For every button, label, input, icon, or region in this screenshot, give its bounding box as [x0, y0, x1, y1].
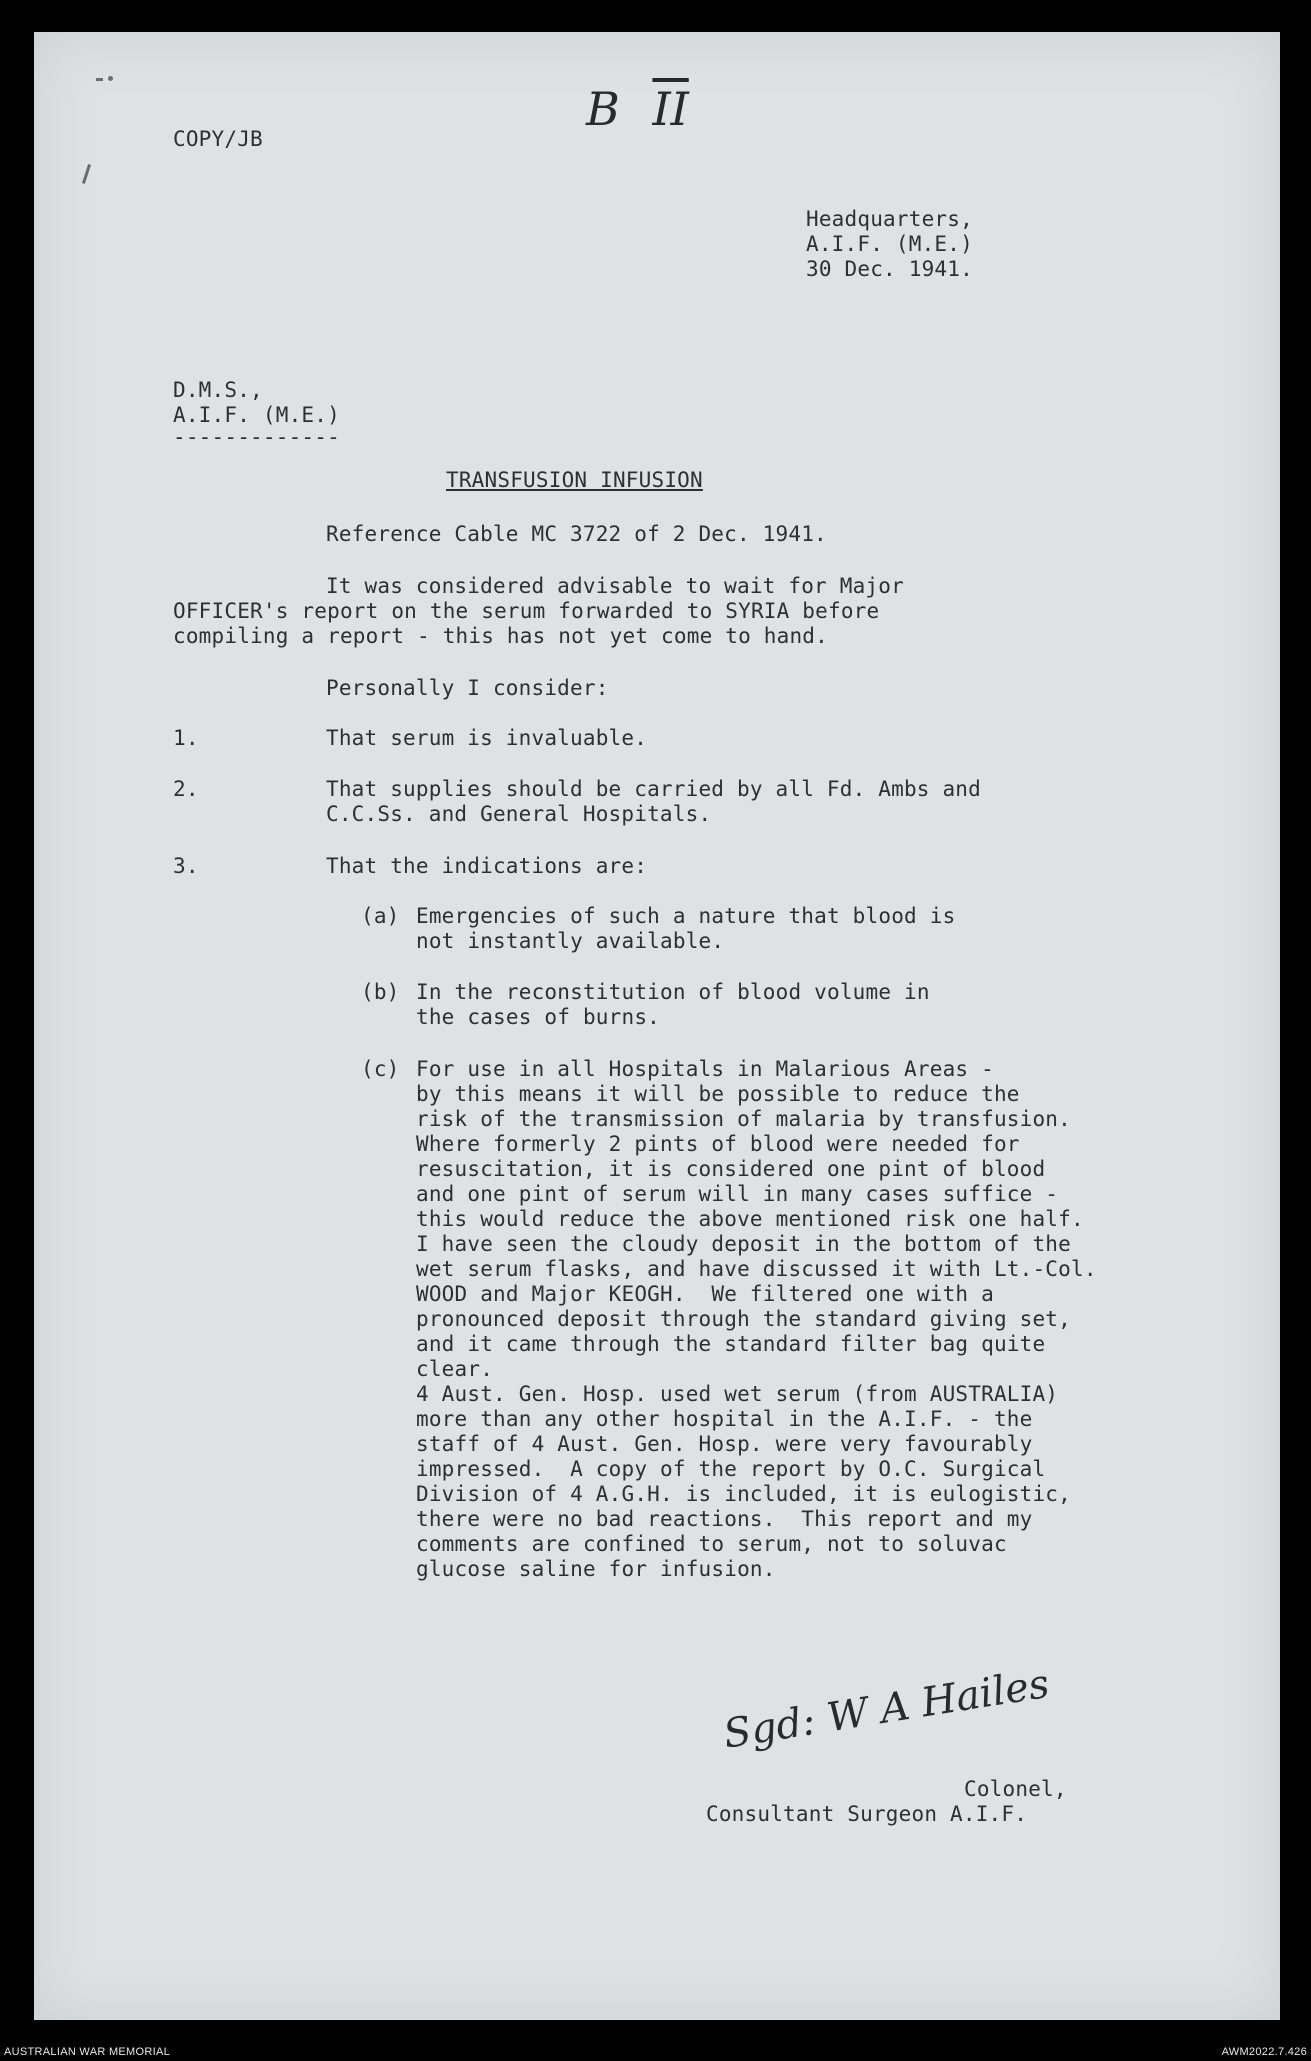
- sub-item-text: there were no bad reactions. This report and my: [416, 1507, 1033, 1531]
- sub-item-text: clear.: [416, 1357, 494, 1381]
- sub-item-text: staff of 4 Aust. Gen. Hosp. were very favourably: [416, 1432, 1033, 1456]
- sub-item-label: (b): [361, 980, 400, 1004]
- sub-item-text: For use in all Hospitals in Malarious Areas -: [416, 1057, 994, 1081]
- consider-line: Personally I consider:: [326, 676, 609, 700]
- addressee-line-2: A.I.F. (M.E.): [173, 403, 340, 427]
- signatory-role: Consultant Surgeon A.I.F.: [706, 1802, 1028, 1826]
- point-text: That the indications are:: [326, 854, 648, 878]
- sub-item-text: wet serum flasks, and have discussed it with Lt.-Col.: [416, 1257, 1097, 1281]
- sub-item-text: I have seen the cloudy deposit in the bottom of the: [416, 1232, 1071, 1256]
- sub-item-text: Emergencies of such a nature that blood is: [416, 904, 956, 928]
- sub-item-text: the cases of burns.: [416, 1005, 661, 1029]
- sub-item-text: not instantly available.: [416, 929, 725, 953]
- sub-item-text: risk of the transmission of malaria by transfusion.: [416, 1107, 1071, 1131]
- point-text: That serum is invaluable.: [326, 726, 648, 750]
- sub-item-text: 4 Aust. Gen. Hosp. used wet serum (from AUSTRALIA): [416, 1382, 1059, 1406]
- sub-item-text: and one pint of serum will in many cases suffice -: [416, 1182, 1059, 1206]
- copy-reference: COPY/JB: [173, 127, 263, 151]
- ink-mark: [96, 78, 103, 81]
- footer-credit: AUSTRALIAN WAR MEMORIAL: [4, 2046, 171, 2058]
- hq-line-1: Headquarters,: [806, 207, 973, 231]
- sub-item-text: by this means it will be possible to reduce the: [416, 1082, 1020, 1106]
- ink-mark: [82, 164, 91, 184]
- sub-item-text: WOOD and Major KEOGH. We filtered one with a: [416, 1282, 994, 1306]
- handwritten-signature: [720, 1661, 1052, 1758]
- intro-line-3: compiling a report - this has not yet come to hand.: [173, 624, 828, 648]
- reference-line: Reference Cable MC 3722 of 2 Dec. 1941.: [326, 522, 827, 546]
- sub-item-text: more than any other hospital in the A.I.F. - the: [416, 1407, 1033, 1431]
- sub-item-text: resuscitation, it is considered one pint of blood: [416, 1157, 1046, 1181]
- intro-line-2: OFFICER's report on the serum forwarded to SYRIA before: [173, 599, 880, 623]
- point-text: That supplies should be carried by all Fd. Ambs and: [326, 777, 981, 801]
- sub-item-text: In the reconstitution of blood volume in: [416, 980, 930, 1004]
- signatory-rank: Colonel,: [964, 1777, 1067, 1801]
- hq-line-2: A.I.F. (M.E.): [806, 232, 973, 256]
- handwritten-ref-right: $\overline{II}$: [652, 82, 689, 136]
- sub-item-text: pronounced deposit through the standard giving set,: [416, 1307, 1071, 1331]
- point-number: 3.: [173, 854, 199, 878]
- handwritten-ref-left: B: [586, 82, 620, 136]
- addressee-line-1: D.M.S.,: [173, 378, 263, 402]
- hq-date: 30 Dec. 1941.: [806, 257, 973, 281]
- sub-item-text: comments are confined to serum, not to soluvac: [416, 1532, 1007, 1556]
- point-number: 2.: [173, 777, 199, 801]
- document-page: [34, 32, 1280, 2020]
- addressee-underline: -------------: [173, 425, 340, 449]
- ink-mark: [108, 76, 113, 81]
- sub-item-label: (c): [361, 1057, 400, 1081]
- sub-item-text: and it came through the standard filter bag quite: [416, 1332, 1046, 1356]
- sub-item-text: Division of 4 A.G.H. is included, it is eulogistic,: [416, 1482, 1071, 1506]
- sub-item-text: this would reduce the above mentioned risk one half.: [416, 1207, 1084, 1231]
- page-title: TRANSFUSION INFUSION: [446, 468, 703, 492]
- sub-item-label: (a): [361, 904, 400, 928]
- sub-item-text: Where formerly 2 pints of blood were needed for: [416, 1132, 1020, 1156]
- sub-item-text: glucose saline for infusion.: [416, 1557, 776, 1581]
- point-number: 1.: [173, 726, 199, 750]
- point-text: C.C.Ss. and General Hospitals.: [326, 802, 712, 826]
- sub-item-text: impressed. A copy of the report by O.C. Surgical: [416, 1457, 1046, 1481]
- intro-line-1: It was considered advisable to wait for Major: [326, 574, 904, 598]
- handwritten-file-ref: [586, 82, 689, 136]
- signature-text: Sgd: W A Hailes: [720, 1660, 1053, 1758]
- footer-accession: AWM2022.7.426: [1221, 2046, 1307, 2058]
